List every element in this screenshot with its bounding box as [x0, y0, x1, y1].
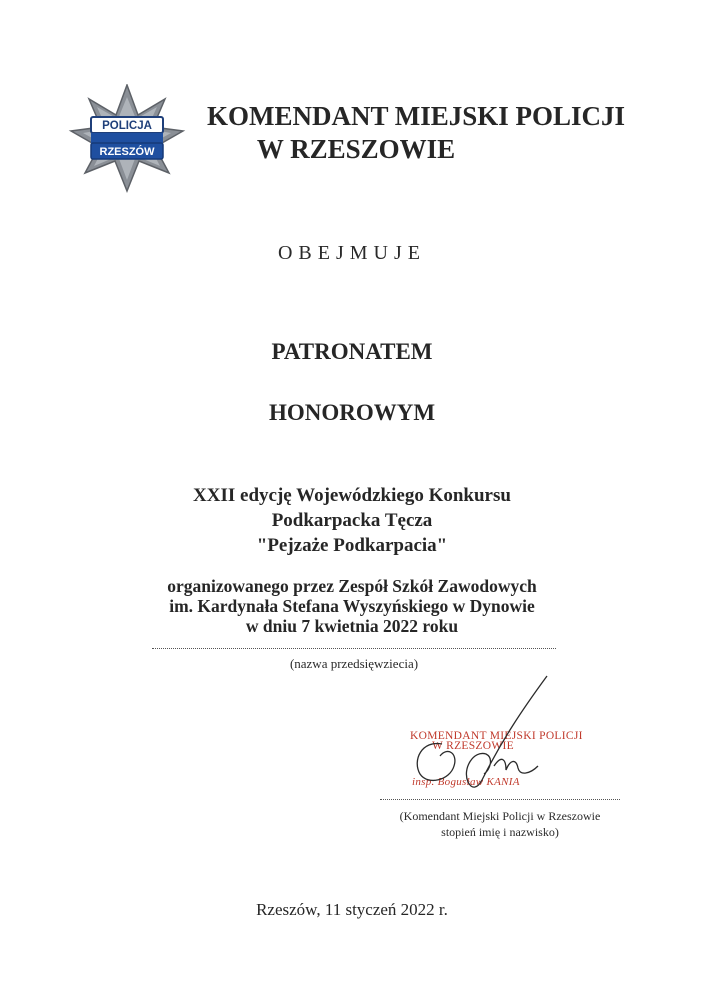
event-name-line-3: "Pejzaże Podkarpacia" [256, 535, 448, 556]
header-title-line-2: W RZESZOWIE [256, 134, 456, 164]
signer-caption-line-1: (Komendant Miejski Policji w Rzeszowie [399, 809, 601, 823]
organizer-line-1: organizowanego przez Zespół Szkół Zawodowych [167, 576, 537, 596]
badge-middle-stripe [91, 133, 163, 143]
badge-top-text: POLICJA [102, 120, 152, 132]
badge-bottom-text: RZESZÓW [99, 146, 155, 158]
signer-caption [380, 808, 620, 840]
header-title-line-1: KOMENDANT MIEJSKI POLICJI [206, 101, 626, 131]
stamp-line-1: KOMENDANT MIEJSKI POLICJI [410, 730, 583, 742]
patronatem-heading: PATRONATEM [271, 339, 433, 364]
signature-stroke-main [466, 676, 547, 787]
stamp-line-3: insp. Bogusław KANIA [412, 776, 520, 788]
honorowym-heading: HONOROWYM [268, 400, 436, 425]
event-name-line-1: XXII edycję Wojewódzkiego Konkursu [193, 485, 511, 506]
event-caption: (nazwa przedsięwziecia) [289, 656, 419, 671]
police-star-badge-icon [68, 84, 186, 194]
event-dotted-line [152, 648, 556, 649]
organizer-line-3: w dniu 7 kwietnia 2022 roku [245, 616, 459, 636]
event-name [0, 483, 704, 558]
stamp-line-2: W RZESZOWIE [432, 740, 514, 752]
place-and-date: Rzeszów, 11 styczeń 2022 r. [256, 900, 448, 919]
signer-caption-line-2: stopień imię i nazwisko) [441, 825, 559, 839]
obejmuje-heading: OBEJMUJE [277, 242, 426, 264]
organizer-text [0, 576, 704, 636]
handwritten-signature [402, 670, 562, 800]
document-header [196, 100, 636, 166]
signature-stroke-tail [494, 759, 538, 773]
event-name-line-2: Podkarpacka Tęcza [271, 510, 433, 531]
signer-dotted-line [380, 799, 620, 800]
signature-stroke-loop [417, 743, 455, 780]
organizer-line-2: im. Kardynała Stefana Wyszyńskiego w Dynowie [169, 596, 535, 616]
